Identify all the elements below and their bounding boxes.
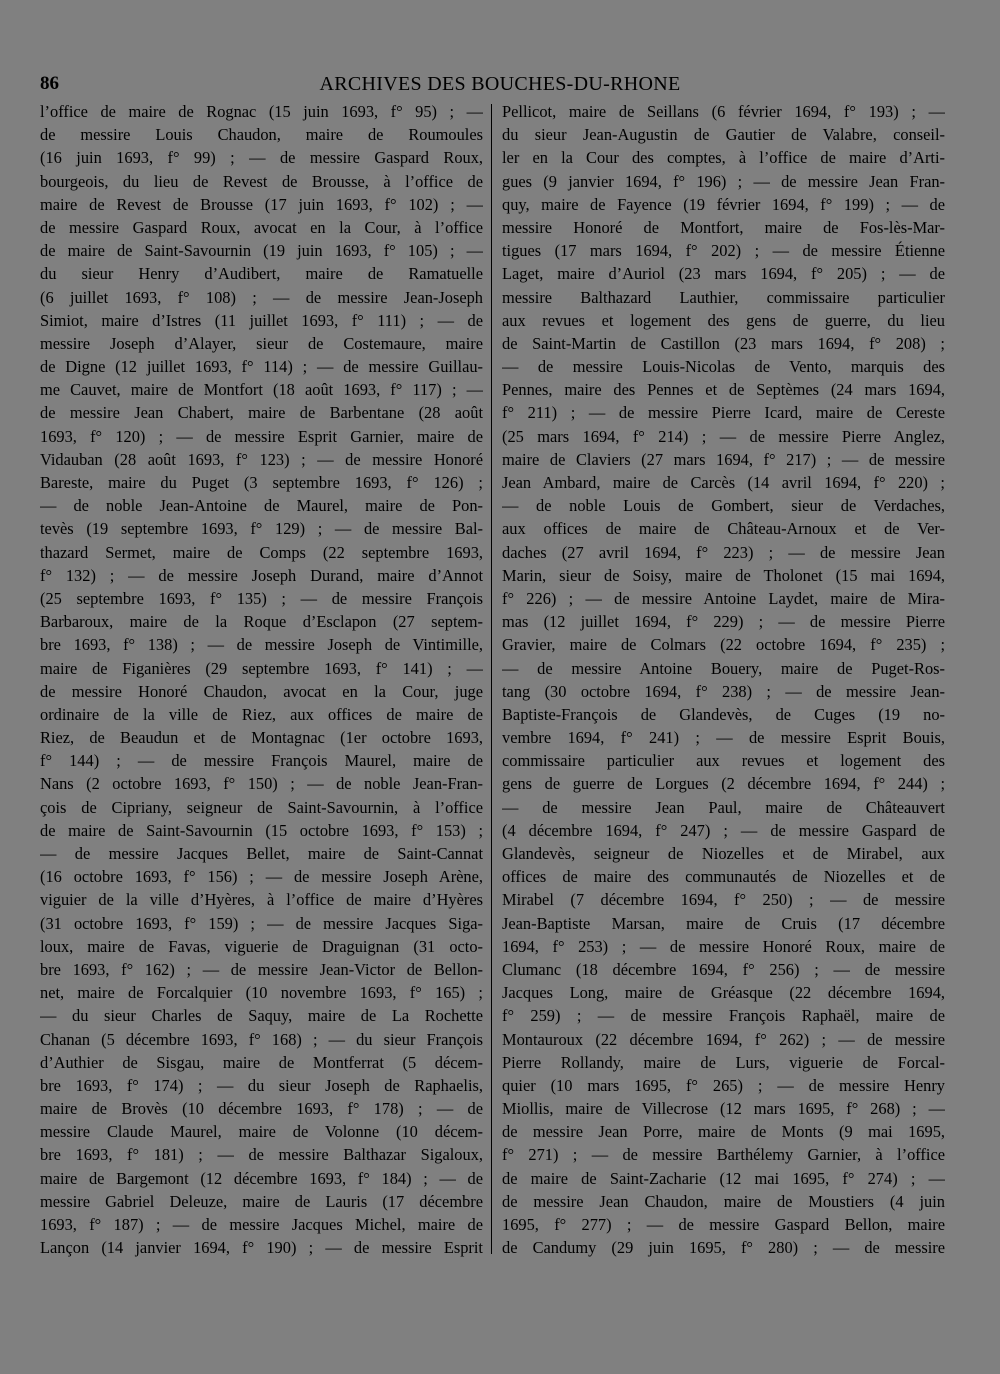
page-header bbox=[0, 73, 1000, 101]
text-line: messire Claude Maurel, maire de Volonne (10 décem- bbox=[40, 1122, 483, 1142]
text-line: offices de maire des communautés de Niozelles et de bbox=[502, 867, 945, 887]
text-line: de Candumy (29 juin 1695, f° 280) ; — de messire bbox=[502, 1238, 945, 1258]
text-line: de maire de Saint-Zacharie (12 mai 1695, f° 274) ; — bbox=[502, 1168, 945, 1188]
text-line: Pierre Rollandy, maire de Lurs, viguerie de Forcal- bbox=[502, 1052, 945, 1072]
text-line: Baptiste-François de Glandevès, de Cuges (19 no- bbox=[502, 704, 945, 724]
text-line: (6 juillet 1693, f° 108) ; — de messire Jean-Joseph bbox=[40, 287, 483, 307]
text-line: daches (27 avril 1694, f° 223) ; — de messire Jean bbox=[502, 542, 945, 562]
text-line: de messire Honoré Chaudon, avocat en la Cour, juge bbox=[40, 681, 483, 701]
text-line: quier (10 mars 1695, f° 265) ; — de messire Henry bbox=[502, 1075, 945, 1095]
text-line: me Cauvet, maire de Montfort (18 août 1693, f° 117) ; — bbox=[40, 380, 483, 400]
text-line: Gravier, maire de Colmars (22 octobre 1694, f° 235) ; bbox=[502, 635, 945, 655]
text-line: de messire Jean Chabert, maire de Barbentane (28 août bbox=[40, 403, 483, 423]
text-line: maire de Claviers (27 mars 1694, f° 217) ; — de messire bbox=[502, 449, 945, 469]
text-line: Montauroux (22 décembre 1694, f° 262) ; — de messire bbox=[502, 1029, 945, 1049]
text-line: vembre 1694, f° 241) ; — de messire Esprit Bouis, bbox=[502, 728, 945, 748]
text-line: Laget, maire d’Auriol (23 mars 1694, f° 205) ; — de bbox=[502, 264, 945, 284]
text-line: Pennes, maire des Pennes et de Septèmes (24 mars 1694, bbox=[502, 380, 945, 400]
text-line: (4 décembre 1694, f° 247) ; — de messire Gaspard de bbox=[502, 820, 945, 840]
text-line: — du sieur Charles de Saquy, maire de La Rochette bbox=[40, 1006, 483, 1026]
text-line: — de noble Louis de Gombert, sieur de Verdaches, bbox=[502, 496, 945, 516]
text-line: Chanan (5 décembre 1693, f° 168) ; — du sieur François bbox=[40, 1029, 483, 1049]
right-column bbox=[502, 100, 945, 1259]
text-line: de messire Louis Chaudon, maire de Roumoules bbox=[40, 125, 483, 145]
text-line: ler en la Cour des comptes, à l’office de maire d’Arti- bbox=[502, 148, 945, 168]
text-line: de Saint-Martin de Castillon (23 mars 1694, f° 208) ; bbox=[502, 333, 945, 353]
text-line: (31 octobre 1693, f° 159) ; — de messire Jacques Siga- bbox=[40, 913, 483, 933]
text-line: Miollis, maire de Villecrose (12 mars 1695, f° 268) ; — bbox=[502, 1099, 945, 1119]
text-line: Bareste, maire du Puget (3 septembre 1693, f° 126) ; bbox=[40, 473, 483, 492]
text-line: quy, maire de Fayence (19 février 1694, f° 199) ; — de bbox=[502, 194, 945, 214]
text-line: aux offices de maire de Château-Arnoux et de Ver- bbox=[502, 519, 945, 539]
text-line: Jean Ambard, maire de Carcès (14 avril 1694, f° 220) ; bbox=[502, 473, 945, 492]
text-line: mas (12 juillet 1694, f° 229) ; — de messire Pierre bbox=[502, 612, 945, 632]
text-line: maire de Revest de Brousse (17 juin 1693, f° 102) ; — bbox=[40, 194, 483, 214]
text-line: d’Authier de Sisgau, maire de Montferrat (5 décem- bbox=[40, 1052, 483, 1072]
text-line: de messire Jean Chaudon, maire de Moustiers (4 juin bbox=[502, 1191, 945, 1211]
text-line: — de messire Louis-Nicolas de Vento, marquis des bbox=[502, 357, 945, 377]
text-line: f° 226) ; — de messire Antoine Laydet, maire de Mira- bbox=[502, 588, 945, 608]
text-line: — de messire Jacques Bellet, maire de Saint-Cannat bbox=[40, 844, 483, 863]
text-line: 1693, f° 120) ; — de messire Esprit Garnier, maire de bbox=[40, 426, 483, 446]
text-line: Mirabel (7 décembre 1694, f° 250) ; — de messire bbox=[502, 890, 945, 910]
text-line: aux revues et logement des gens de guerre, du lieu bbox=[502, 310, 945, 330]
text-line: de maire de Saint-Savournin (15 octobre 1693, f° 153) ; bbox=[40, 820, 483, 840]
text-line: f° 211) ; — de messire Pierre Icard, maire de Cereste bbox=[502, 403, 945, 423]
text-line: 1693, f° 187) ; — de messire Jacques Michel, maire de bbox=[40, 1215, 483, 1234]
text-columns bbox=[40, 100, 945, 1260]
text-line: ordinaire de la ville de Riez, aux offices de maire de bbox=[40, 704, 483, 724]
text-line: Barbaroux, maire de la Roque d’Esclapon (27 septem- bbox=[40, 612, 483, 632]
running-title: ARCHIVES DES BOUCHES-DU-RHONE bbox=[319, 73, 681, 95]
text-line: Jacques Long, maire de Gréasque (22 décembre 1694, bbox=[502, 983, 945, 1003]
text-line: 1695, f° 277) ; — de messire Gaspard Bellon, maire bbox=[502, 1215, 945, 1234]
text-line: loux, maire de Favas, viguerie de Draguignan (31 octo- bbox=[40, 936, 483, 956]
text-line: maire de Bargemont (12 décembre 1693, f° 184) ; — de bbox=[40, 1168, 483, 1188]
text-line: l’office de maire de Rognac (15 juin 1693, f° 95) ; — bbox=[40, 102, 483, 121]
text-line: messire Honoré de Montfort, maire de Fos-lès-Mar- bbox=[502, 217, 945, 237]
text-line: de messire Jean Porre, maire de Monts (9 mai 1695, bbox=[502, 1122, 945, 1142]
text-line: Pellicot, maire de Seillans (6 février 1694, f° 193) ; — bbox=[502, 102, 945, 121]
text-line: f° 144) ; — de messire François Maurel, maire de bbox=[40, 751, 483, 771]
page-number: 86 bbox=[40, 73, 59, 94]
text-line: tigues (17 mars 1694, f° 202) ; — de messire Étienne bbox=[502, 241, 945, 261]
text-line: Glandevès, seigneur de Niozelles et de Mirabel, aux bbox=[502, 844, 945, 863]
text-line: — de messire Jean Paul, maire de Châteauvert bbox=[502, 797, 945, 817]
text-line: f° 271) ; — de messire Barthélemy Garnier, à l’office bbox=[502, 1145, 945, 1165]
text-line: gues (9 janvier 1694, f° 196) ; — de messire Jean Fran- bbox=[502, 171, 945, 191]
text-line: Lançon (14 janvier 1694, f° 190) ; — de messire Esprit bbox=[40, 1238, 483, 1258]
text-line: (16 juin 1693, f° 99) ; — de messire Gaspard Roux, bbox=[40, 148, 483, 168]
text-line: çois de Cipriany, seigneur de Saint-Savournin, à l’office bbox=[40, 797, 483, 817]
text-line: maire de Figanières (29 septembre 1693, f° 141) ; — bbox=[40, 658, 483, 678]
left-column bbox=[40, 100, 483, 1259]
text-line: maire de Brovès (10 décembre 1693, f° 178) ; — de bbox=[40, 1099, 483, 1119]
text-line: bourgeois, du lieu de Revest de Brousse, à l’office de bbox=[40, 171, 483, 191]
text-line: du sieur Henry d’Audibert, maire de Ramatuelle bbox=[40, 264, 483, 284]
text-line: Riez, de Beaudun et de Montagnac (1er octobre 1693, bbox=[40, 728, 483, 748]
text-line: (25 mars 1694, f° 214) ; — de messire Pierre Anglez, bbox=[502, 426, 945, 446]
text-line: de Digne (12 juillet 1693, f° 114) ; — de messire Guillau- bbox=[40, 357, 483, 377]
text-line: du sieur Jean-Augustin de Gautier de Valabre, conseil- bbox=[502, 125, 945, 145]
text-line: bre 1693, f° 138) ; — de messire Joseph de Vintimille, bbox=[40, 635, 483, 655]
text-line: bre 1693, f° 162) ; — de messire Jean-Victor de Bellon- bbox=[40, 959, 483, 979]
text-line: tevès (19 septembre 1693, f° 129) ; — de messire Bal- bbox=[40, 519, 483, 539]
text-line: messire Gabriel Deleuze, maire de Lauris (17 décembre bbox=[40, 1191, 483, 1211]
text-line: Clumanc (18 décembre 1694, f° 256) ; — de messire bbox=[502, 959, 945, 979]
text-line: 1694, f° 253) ; — de messire Honoré Roux, maire de bbox=[502, 936, 945, 956]
text-line: (16 octobre 1693, f° 156) ; — de messire Joseph Arène, bbox=[40, 867, 483, 887]
text-line: messire Joseph d’Alayer, sieur de Costemaure, maire bbox=[40, 333, 483, 353]
text-line: tang (30 octobre 1694, f° 238) ; — de messire Jean- bbox=[502, 681, 945, 701]
text-line: — de messire Antoine Bouery, maire de Puget-Ros- bbox=[502, 658, 945, 678]
text-line: thazard Sermet, maire de Comps (22 septembre 1693, bbox=[40, 542, 483, 562]
text-line: viguier de la ville d’Hyères, à l’office de maire d’Hyères bbox=[40, 890, 483, 910]
text-line: messire Balthazard Lauthier, commissaire particulier bbox=[502, 287, 945, 307]
text-line: Vidauban (28 août 1693, f° 123) ; — de messire Honoré bbox=[40, 449, 483, 469]
text-line: Simiot, maire d’Istres (11 juillet 1693, f° 111) ; — de bbox=[40, 310, 483, 330]
text-line: bre 1693, f° 174) ; — du sieur Joseph de Raphaelis, bbox=[40, 1075, 483, 1095]
text-line: — de noble Jean-Antoine de Maurel, maire de Pon- bbox=[40, 496, 483, 516]
text-line: bre 1693, f° 181) ; — de messire Balthazar Sigaloux, bbox=[40, 1145, 483, 1165]
text-line: Nans (2 octobre 1693, f° 150) ; — de noble Jean-Fran- bbox=[40, 774, 483, 794]
text-line: Marin, sieur de Soisy, maire de Tholonet (15 mai 1694, bbox=[502, 565, 945, 585]
text-line: de messire Gaspard Roux, avocat en la Cour, à l’office bbox=[40, 217, 483, 237]
text-line: Jean-Baptiste Marsan, maire de Cruis (17 décembre bbox=[502, 913, 945, 933]
text-line: f° 259) ; — de messire François Raphaël, maire de bbox=[502, 1006, 945, 1026]
text-line: commissaire particulier aux revues et logement des bbox=[502, 751, 945, 771]
text-line: gens de guerre de Lorgues (2 décembre 1694, f° 244) ; bbox=[502, 774, 945, 794]
text-line: f° 132) ; — de messire Joseph Durand, maire d’Annot bbox=[40, 565, 483, 585]
text-line: net, maire de Forcalquier (10 novembre 1693, f° 165) ; bbox=[40, 983, 483, 1003]
text-line: (25 septembre 1693, f° 135) ; — de messire François bbox=[40, 588, 483, 608]
column-divider bbox=[491, 104, 492, 1254]
text-line: de maire de Saint-Savournin (19 juin 1693, f° 105) ; — bbox=[40, 241, 483, 261]
